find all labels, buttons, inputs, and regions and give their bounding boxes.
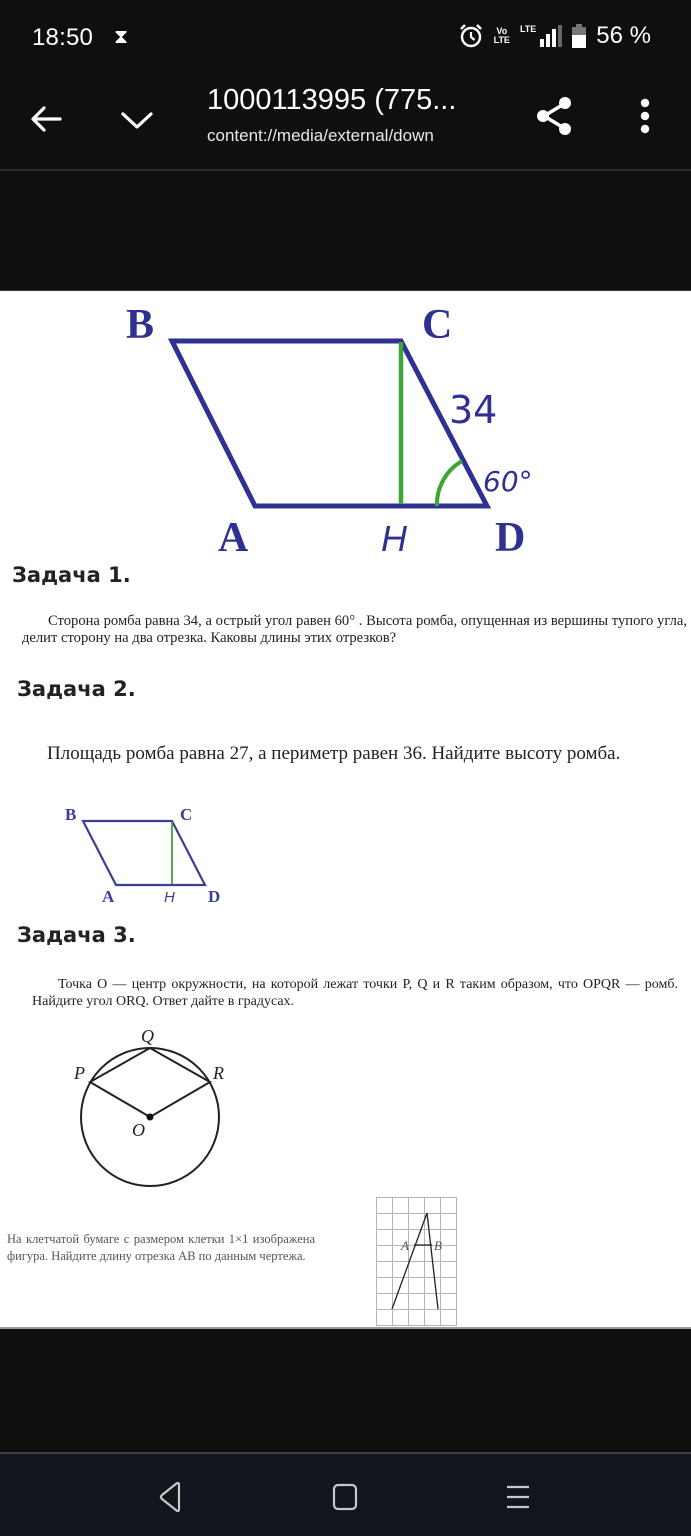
grid-label-a: A [401,1238,409,1253]
vertex-label-a: A [218,515,249,561]
small-label-a: A [102,887,115,906]
nav-recents-icon [493,1472,543,1522]
rhombus-figure-small [50,796,250,911]
signal-icon: LTE [520,25,562,47]
nav-home-icon [320,1472,370,1522]
more-options-button[interactable] [625,92,665,142]
point-label-o: O [132,1120,145,1140]
document-page[interactable] [0,290,691,1329]
side-length-label: 34 [449,388,498,432]
navigation-bar [0,1452,691,1536]
task2-text: Площадь ромба равна 27, а периметр равен 36. Найдите высоту ромба. [47,743,621,764]
vertex-label-b: B [126,302,155,348]
small-label-h: H [164,889,175,906]
task3-text: Точка O — центр окружности, на которой лежат точки P, Q и R таким образом, что OPQR — ромб. Найдите угол ORQ. Ответ дайте в градусах. [32,977,678,1009]
nav-recents-button[interactable] [493,1472,543,1522]
small-label-c: C [180,805,193,824]
vertex-label-c: C [422,302,453,348]
grid-figure [374,1196,460,1330]
nav-back-icon [146,1472,196,1522]
arrow-left-icon [22,94,72,144]
point-label-p: P [74,1063,85,1083]
grid-label-b: B [434,1238,442,1253]
circle-rhombus-figure [60,1016,240,1191]
expand-button[interactable] [112,94,162,144]
small-label-b: B [65,805,77,824]
alarm-icon [458,23,484,49]
task1-heading: Задача 1. [12,563,131,587]
task4-text: На клетчатой бумаге с размером клетки 1×1 изображена фигура. Найдите длину отрезка AB по данным чертежа. [7,1232,315,1263]
status-time: 18:50 [32,24,94,51]
small-label-d: D [208,887,221,906]
point-label-q: Q [141,1026,154,1046]
file-title: 1000113995 (775... [207,84,457,116]
nav-home-button[interactable] [320,1472,370,1522]
rhombus-figure-large [0,291,691,561]
angle-label: 60° [483,465,533,498]
task3-heading: Задача 3. [17,923,136,947]
battery-percent: 56 % [596,22,651,49]
task2-heading: Задача 2. [17,677,136,701]
more-vert-icon [625,92,665,142]
hourglass-icon: ⧗ [114,26,129,48]
share-button[interactable] [530,92,580,142]
file-uri: content://media/external/down [207,126,434,145]
vertex-label-h: H [381,518,407,559]
divider [0,169,691,171]
battery-icon [572,24,586,48]
back-button[interactable] [22,94,72,144]
status-icons [458,22,651,50]
volte-icon: Vo LTE [493,26,510,45]
point-label-r: R [213,1063,224,1083]
app-bar [0,70,691,170]
nav-back-button[interactable] [146,1472,196,1522]
vertex-label-d: D [495,515,526,561]
chevron-down-icon [112,94,162,144]
task1-text: Сторона ромба равна 34, а острый угол равен 60° . Высота ромба, опущенная из вершины тупого угла, делит сторону на два отрезка. Каковы длины этих отрезков? [22,613,687,646]
share-icon [530,92,580,142]
